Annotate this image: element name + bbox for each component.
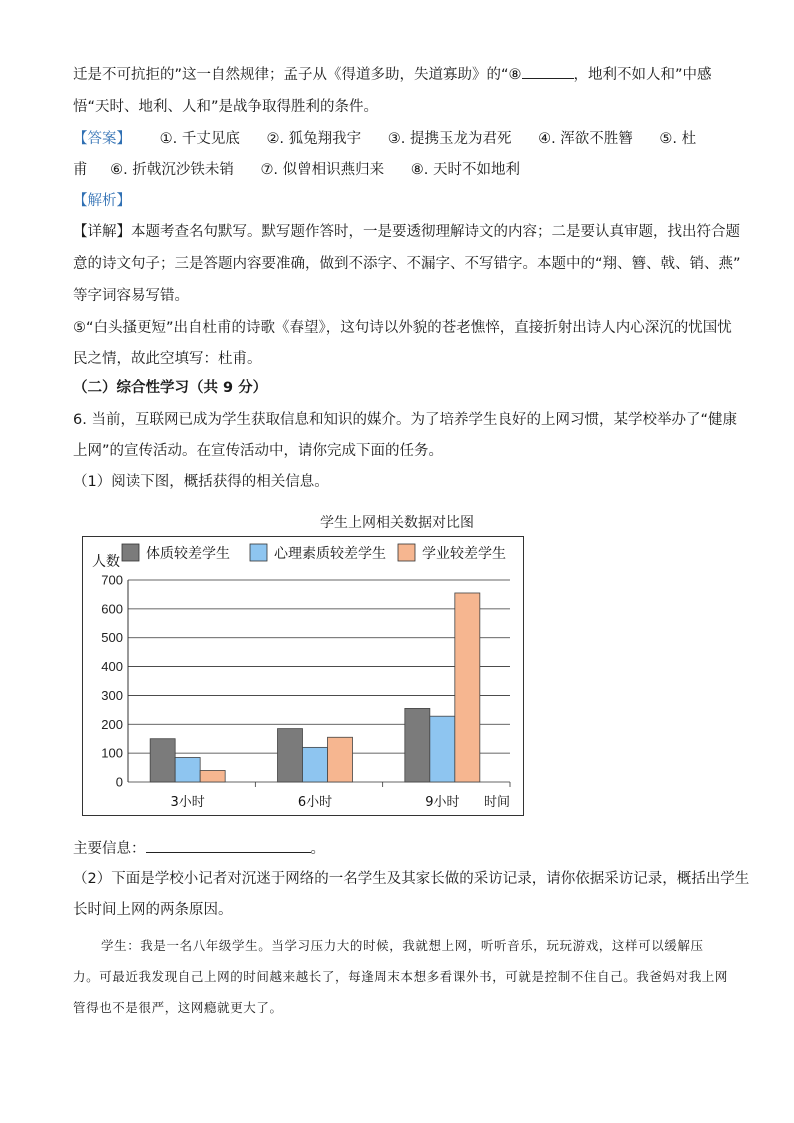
x-tick-label: 9小时: [425, 795, 460, 810]
blank-line: [522, 64, 574, 79]
answer-item: ①. 千丈见底: [159, 131, 240, 147]
question-sub: （1）阅读下图，概括获得的相关信息。: [73, 474, 329, 490]
answer-item: ③. 提携玉龙为君死: [387, 131, 512, 147]
bar: [175, 757, 200, 782]
y-tick-label: 700: [101, 572, 123, 588]
main-info-label: 主要信息：: [73, 841, 146, 857]
answer-item: 甫: [73, 162, 88, 178]
analysis-line: 等字词容易写错。: [73, 288, 189, 304]
bar: [200, 770, 225, 782]
y-tick-label: 500: [101, 630, 123, 646]
question-sub: 长时间上网的两条原因。: [73, 902, 233, 918]
bar: [328, 737, 353, 782]
bar: [405, 708, 430, 782]
analysis-line: 民之情，故此空填写：杜甫。: [73, 351, 262, 367]
y-tick-label: 600: [101, 601, 123, 617]
analysis-line: [73, 222, 740, 242]
answer-item: ⑦. 似曾相识燕归来: [260, 162, 385, 178]
legend-swatch: [398, 544, 415, 561]
text-line: [73, 64, 712, 85]
section-title: （二）综合性学习（共 9 分）: [73, 380, 268, 396]
y-axis-label: 人数: [92, 554, 120, 570]
y-tick-label: 0: [115, 774, 123, 790]
detail-text: 本题考查名句默写。默写题作答时，一是要透彻理解诗文的内容；二是要认真审题，找出符合题: [131, 224, 740, 240]
analysis-line: ⑤“白头搔更短”出自杜甫的诗歌《春望》，这句诗以外貌的苍老憔悴，直接折射出诗人内心深沉的忧国忧: [73, 320, 732, 336]
answer-item: ⑧. 天时不如地利: [410, 162, 520, 178]
bar: [430, 716, 455, 782]
legend-swatch: [250, 544, 267, 561]
question-sub: （2）下面是学校小记者对沉迷于网络的一名学生及其家长做的采访记录，请你依据采访记录，概括出学生: [73, 871, 750, 887]
main-info-line: [73, 838, 325, 859]
legend-swatch: [122, 544, 139, 561]
text-line: 悟“天时、地利、人和”是战争取得胜利的条件。: [73, 99, 379, 115]
bar: [278, 729, 303, 782]
bar: [303, 747, 328, 782]
analysis-line: 意的诗文句子；三是答题内容要准确，做到不添字、不漏字、不写错字。本题中的“翔、簪、戟、销、燕”: [73, 256, 741, 272]
answer-line: [73, 160, 520, 180]
detail-label: 【详解】: [73, 224, 131, 240]
legend-label: 体质较差学生: [146, 546, 230, 562]
answer-blank[interactable]: [146, 838, 311, 853]
x-tick-label: 6小时: [297, 795, 333, 810]
question-line: 上网”的宣传活动。在宣传活动中，请你完成下面的任务。: [73, 443, 444, 459]
legend-label: 学业较差学生: [422, 546, 506, 562]
text-fragment: 。: [310, 841, 325, 857]
answer-item: ②. 狐兔翔我宇: [266, 131, 362, 147]
text-fragment: 迁是不可抗拒的”这一自然规律；孟子从《得道多助，失道寡助》的“⑧: [73, 67, 522, 83]
x-axis-label: 时间: [484, 795, 511, 810]
y-tick-label: 400: [101, 659, 123, 675]
answer-item: ⑤. 杜: [659, 131, 697, 147]
y-tick-label: 100: [101, 745, 123, 761]
analysis-label: 【解析】: [73, 193, 131, 209]
bar-chart: [82, 536, 524, 816]
legend-label: 心理素质较差学生: [274, 546, 386, 562]
chart-title: 学生上网相关数据对比图: [320, 515, 474, 531]
answer-line: [73, 129, 696, 149]
answer-label: 【答案】: [73, 131, 131, 147]
y-tick-label: 200: [101, 716, 123, 732]
question-line: 6. 当前，互联网已成为学生获取信息和知识的媒介。为了培养学生良好的上网习惯，某学校举办了“健康: [73, 412, 737, 428]
x-tick-label: 3小时: [170, 795, 205, 810]
text-fragment: ，地利不如人和”中感: [573, 67, 712, 83]
interview-text: 学生：我是一名八年级学生。当学习压力大的时候，我就想上网，听听音乐，玩玩游戏，这样可以缓解压力。可最近我发现自己上网的时间越来越长了，每逢周末本想多看课外书，可就是控制不住自己。我爸妈对我上网管得也不是很严，这网瘾就更大了。: [73, 938, 729, 1015]
bar: [455, 593, 480, 782]
answer-item: ⑥. 折戟沉沙铁未销: [110, 162, 234, 178]
bar: [150, 739, 175, 782]
answer-item: ④. 浑欲不胜簪: [538, 131, 633, 147]
y-tick-label: 300: [101, 687, 123, 703]
